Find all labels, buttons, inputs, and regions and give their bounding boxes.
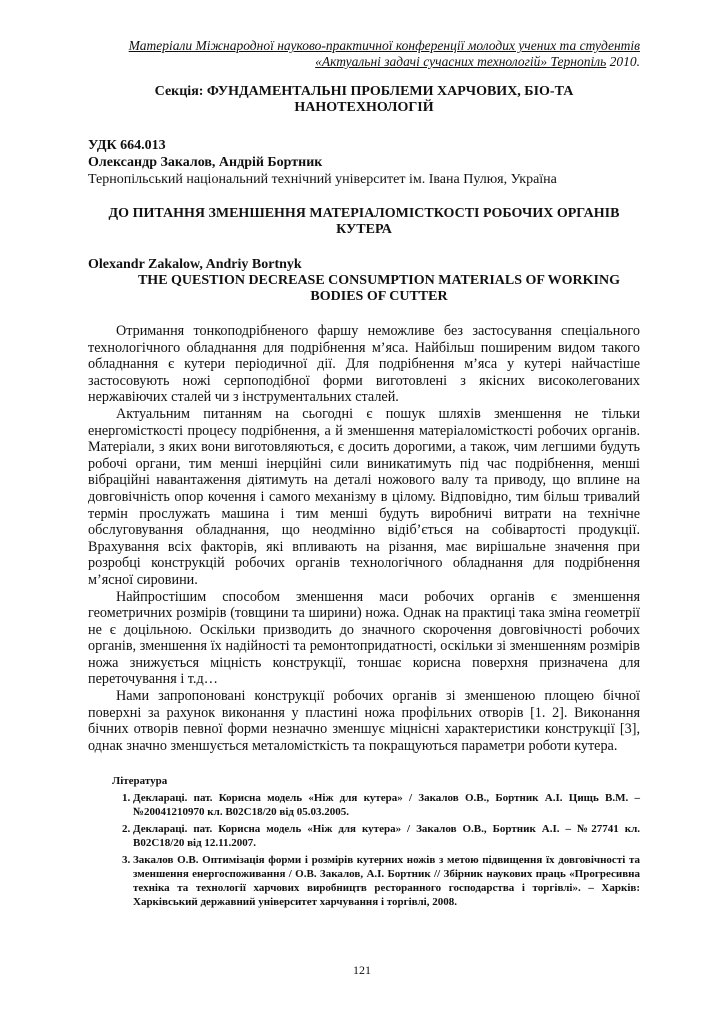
udk-code: УДК 664.013 — [88, 138, 166, 153]
body-paragraph: Отримання тонкоподрібненого фаршу неможливе без застосування спеціального технологічного обладнання для подрібнення м’яса. Найбільш поширеним видом такого обладнання є кутери періодичної дії. Для подрібнення м’яса у кутері найчастіше застосовують ножі серпоподібної форми виготовлені з якісних високолегованих нержавіючих сталей чи з інструментальних сталей. — [88, 323, 640, 406]
paper-body — [88, 323, 640, 754]
header-conference-name: «Актуальні задачі сучасних технологій» Тернопіль — [315, 54, 607, 69]
page-number: 121 — [353, 963, 371, 977]
reference-item: 1. Деклараці. пат. Корисна модель «Ніж для кутера» / Закалов О.В., Бортник А.І. Цищь В.М. – №20041210970 кл. В02С18/20 від 05.03.2005. — [133, 791, 640, 819]
header-line-1: Матеріали Міжнародної науково-практичної конференції молодих учених та студентів — [128, 38, 640, 53]
authors: Олександр Закалов, Андрій Бортник — [88, 155, 323, 170]
running-header — [88, 38, 640, 70]
body-paragraph: Нами запропоновані конструкції робочих органів зі зменшеною площею бічної поверхні за рахунок виконання у пластині ножа профільних отворів [1. 2]. Виконання бічних отворів певної форми незначно зменшує міцнісні характеристики конструкції [3], однак значно зменшується металомісткість та покращуються параметри роботи кутера. — [88, 688, 640, 754]
authors-en: Olexandr Zakalow, Andriy Bortnyk — [88, 257, 302, 272]
header-line-2 — [88, 54, 640, 70]
references — [88, 774, 640, 909]
paper-page — [88, 38, 640, 912]
paper-title-uk: ДО ПИТАННЯ ЗМЕНШЕННЯ МАТЕРІАЛОМІСТКОСТІ РОБОЧИХ ОРГАНІВ КУТЕРА — [108, 206, 620, 237]
affiliation: Тернопільський національний технічний університет ім. Івана Пулюя, Україна — [88, 172, 557, 187]
body-paragraph: Актуальним питанням на сьогодні є пошук шляхів зменшення не тільки енергомісткості процесу подрібнення, а й зменшення матеріаломісткості робочих органів. Матеріали, з яких вони виготовляються, є досить дорогими, а також, чим легшими будуть робочі органи, тим менші інерційні сили виникатимуть під час подрібнення, менші вібраційні навантаження діятимуть на деталі ножового валу та приводу, що вплине на довговічність опор кочення і самого механізму в цілому. Відповідно, тим більш тривалий термін прослужать машина і тим менші будуть виробничі витрати на технічне обслуговування обладнання, що неодмінно відіб’ється на собівартості продукції. Врахування всіх факторів, які впливають на різання, має вирішальне значення при розробці конструкцій робочих органів технологічного обладнання для подрібнення м’ясної сировини. — [88, 405, 640, 588]
section-title: Секція: ФУНДАМЕНТАЛЬНІ ПРОБЛЕМИ ХАРЧОВИХ, БІО-ТА НАНОТЕХНОЛОГІЙ — [154, 84, 574, 115]
reference-item: 3. Закалов О.В. Оптимізація форми і розмірів кутерних ножів з метою підвищення їх довговічності та зменшення енергоспоживання / О.В. Закалов, А.І. Бортник // Збірник наукових праць «Прогресивна техніка та технології харчових виробництв ресторанного господарства і торгівлі». – Харків: Харківський державний університет харчування і торгівлі, 2008. — [133, 853, 640, 909]
reference-item: 2. Деклараці. пат. Корисна модель «Ніж для кутера» / Закалов О.В., Бортник А.І. – №27741 кл. В02С18/20 від 12.11.2007. — [133, 822, 640, 850]
body-paragraph: Найпростішим способом зменшення маси робочих органів є зменшення геометричних розмірів (товщини та ширини) ножа. Однак на практиці така зміна геометрії не є доцільною. Оскільки призводить до значного скорочення довговічності робочих органів, зменшення їх надійності та ремонтопридатності, оскільки зі зменшенням розмірів ножа знижується міцність конструкції, тоншає корисна поверхня призначена для переточування і т.д… — [88, 588, 640, 688]
references-list — [112, 791, 640, 909]
paper-title-en: THE QUESTION DECREASE CONSUMPTION MATERIALS OF WORKING BODIES OF CUTTER — [137, 273, 621, 304]
references-title: Література — [112, 775, 168, 788]
header-year: 2010. — [609, 54, 640, 69]
